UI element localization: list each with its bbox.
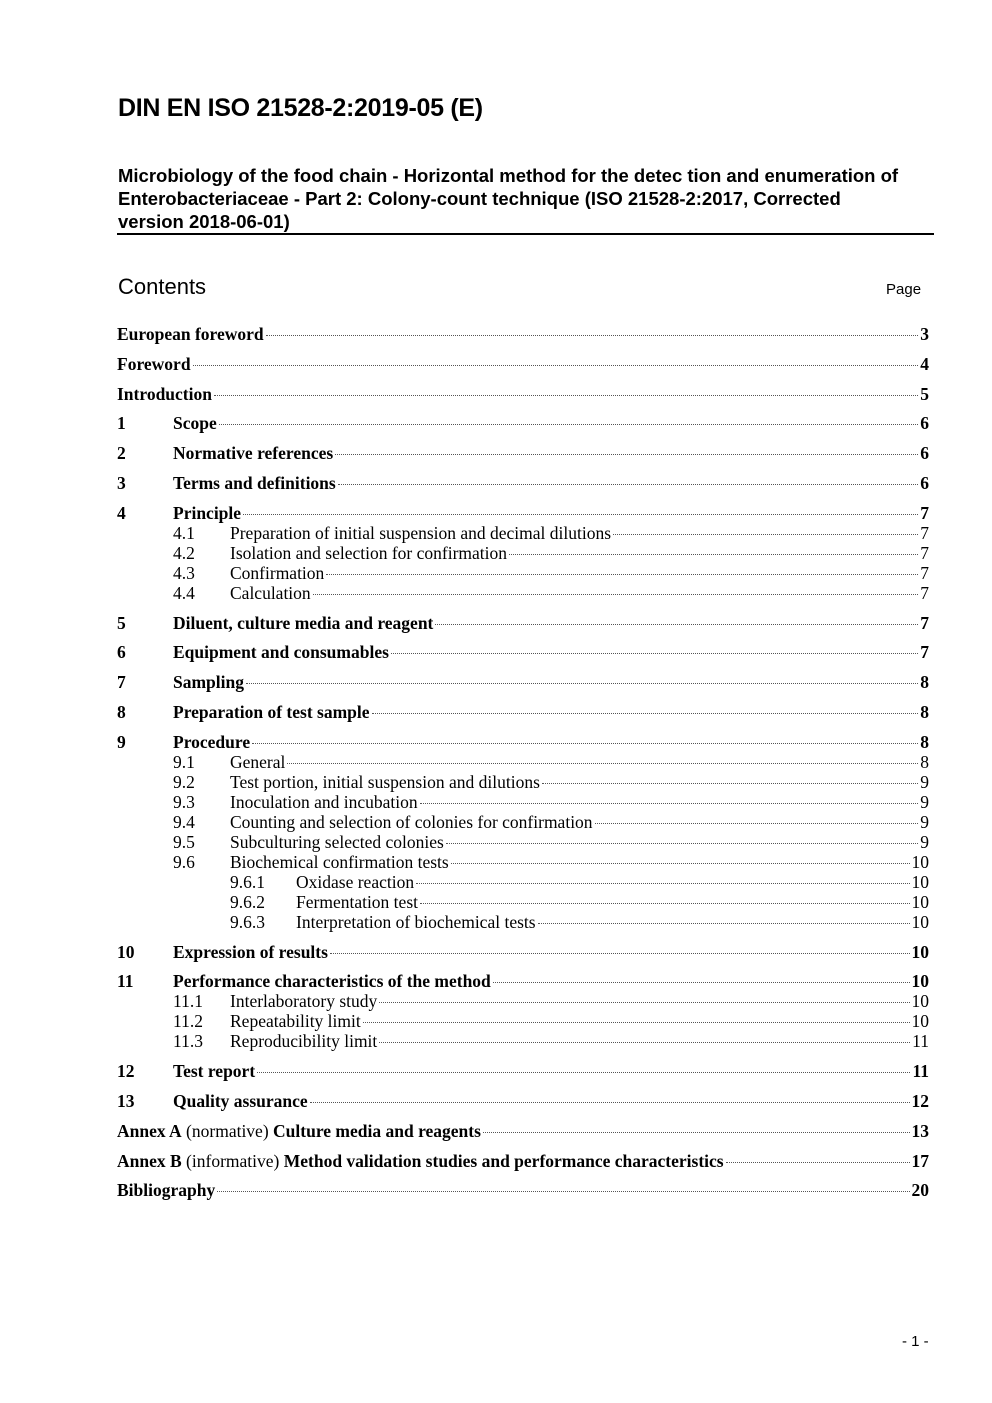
- toc-entry[interactable]: [117, 1011, 929, 1031]
- toc-entry-text: Normative references: [173, 443, 334, 464]
- toc-entry-number: 4: [117, 502, 126, 523]
- dot-leader: [338, 484, 919, 485]
- dot-leader: [595, 823, 919, 824]
- toc-entry-page: 7: [920, 612, 929, 633]
- toc-entry-text: Procedure: [173, 731, 251, 752]
- toc-entry-text: Biochemical confirmation tests: [230, 851, 449, 872]
- toc-entry[interactable]: [117, 1031, 929, 1051]
- toc-entry-title: [173, 732, 250, 752]
- toc-entry-number: 6: [117, 642, 126, 663]
- document-subtitle: Microbiology of the food chain - Horizontal method for the detec tion and enumeration of Enterobacteriaceae - Part 2: Colony-count technique (ISO 21528-2:2017, Corrected version 2018-06-01): [118, 165, 899, 232]
- toc-entry[interactable]: [117, 563, 929, 583]
- toc-entry-page: 6: [920, 443, 929, 464]
- toc-entry-number: 10: [117, 941, 135, 962]
- page-number: - 1 -: [902, 1333, 929, 1350]
- dot-leader: [435, 624, 918, 625]
- toc-entry-page: 7: [920, 582, 929, 603]
- toc-entry-page: 10: [911, 941, 929, 962]
- dot-leader: [451, 863, 910, 864]
- contents-heading: Contents: [118, 274, 207, 299]
- toc-entry-title: [296, 892, 418, 912]
- toc-entry-page: 13: [911, 1120, 929, 1141]
- dot-leader: [726, 1162, 910, 1163]
- toc-entry[interactable]: [117, 792, 929, 812]
- toc-entry[interactable]: [117, 1091, 929, 1111]
- dot-leader: [266, 335, 919, 336]
- toc-entry-number: 11.2: [173, 1011, 203, 1032]
- toc-entry-text: Culture media and reagents: [273, 1120, 481, 1141]
- toc-entry[interactable]: [117, 812, 929, 832]
- toc-entry-title: [173, 613, 433, 633]
- toc-entry-title: [230, 812, 593, 832]
- toc-entry-title: [173, 971, 491, 991]
- toc-entry-number: 8: [117, 701, 126, 722]
- toc-entry-text: Test portion, initial suspension and dilutions: [230, 771, 540, 792]
- toc-entry-text: Isolation and selection for confirmation: [230, 542, 508, 563]
- toc-entry[interactable]: [117, 1151, 929, 1171]
- toc-entry[interactable]: [117, 832, 929, 852]
- toc-entry-text: Terms and definitions: [173, 472, 336, 493]
- dot-leader: [252, 743, 918, 744]
- toc-entry-number: 9: [117, 731, 126, 752]
- toc-entry[interactable]: [117, 1121, 929, 1141]
- toc-entry-title: [173, 413, 217, 433]
- toc-entry-page: 9: [920, 811, 929, 832]
- toc-entry-title: [230, 752, 285, 772]
- toc-entry-text: Foreword: [117, 353, 191, 374]
- toc-entry-number: 12: [117, 1061, 135, 1082]
- toc-entry-title: [117, 324, 264, 344]
- dot-leader: [538, 923, 910, 924]
- toc-entry-number: 5: [117, 612, 126, 633]
- toc-entry-number: 13: [117, 1090, 135, 1111]
- toc-entry-page: 9: [920, 831, 929, 852]
- toc-entry-number: 9.5: [173, 831, 195, 852]
- toc-entry-text: Confirmation: [230, 562, 325, 583]
- toc-entry[interactable]: [117, 702, 929, 722]
- toc-entry-title: [230, 1011, 361, 1031]
- toc-entry-title: [296, 872, 414, 892]
- toc-entry[interactable]: [117, 443, 929, 463]
- page-column-label: Page: [886, 281, 922, 298]
- toc-entry-number: 2: [117, 443, 126, 464]
- dot-leader: [326, 574, 918, 575]
- dot-leader: [391, 653, 918, 654]
- dot-leader: [613, 534, 918, 535]
- toc-entry[interactable]: [117, 1061, 929, 1081]
- toc-entry-page: 6: [920, 413, 929, 434]
- toc-entry-title: [230, 583, 311, 603]
- annex-label: Annex B: [117, 1150, 182, 1171]
- dot-leader: [330, 953, 910, 954]
- toc-entry-title: [230, 772, 540, 792]
- toc-entry-title: [173, 1061, 255, 1081]
- toc-entry-page: 9: [920, 771, 929, 792]
- dot-leader: [219, 424, 919, 425]
- toc-entry[interactable]: [117, 384, 929, 404]
- dot-leader: [335, 454, 918, 455]
- toc-entry-page: 10: [911, 911, 929, 932]
- toc-entry-page: 8: [920, 751, 929, 772]
- toc-entry-text: Diluent, culture media and reagent: [173, 612, 434, 633]
- toc-entry[interactable]: [117, 872, 929, 892]
- toc-entry-number: 9.3: [173, 791, 195, 812]
- toc-entry-number: 4.3: [173, 562, 195, 583]
- annex-label: Annex A: [117, 1120, 182, 1141]
- toc-entry[interactable]: [117, 942, 929, 962]
- toc-entry[interactable]: [117, 503, 929, 523]
- toc-entry-title: [173, 942, 328, 962]
- toc-entry-page: 8: [920, 731, 929, 752]
- toc-entry-title: [230, 523, 611, 543]
- toc-entry-title: [230, 792, 418, 812]
- toc-entry-number: 9.2: [173, 771, 195, 792]
- toc-entry-title: [296, 912, 536, 932]
- toc-entry-text: Quality assurance: [173, 1090, 308, 1111]
- toc-entry-text: Counting and selection of colonies for confirmation: [230, 811, 593, 832]
- toc-entry-title: [117, 354, 191, 374]
- toc-entry-title: [173, 473, 336, 493]
- toc-entry-title: [173, 1091, 308, 1111]
- toc-entry-page: 17: [911, 1150, 929, 1171]
- toc-entry-page: 10: [911, 991, 929, 1012]
- toc-entry-number: 9.6.2: [230, 891, 265, 912]
- toc-entry-number: 9.4: [173, 811, 195, 832]
- dot-leader: [493, 982, 910, 983]
- toc-entry-text: Test report: [173, 1061, 256, 1082]
- toc-entry[interactable]: [117, 971, 929, 991]
- toc-entry-page: 11: [912, 1031, 929, 1052]
- toc-entry-page: 11: [912, 1061, 929, 1082]
- toc-entry-page: 20: [911, 1180, 929, 1201]
- toc-entry-number: 1: [117, 413, 126, 434]
- title-divider: [117, 233, 934, 235]
- toc-entry-page: 12: [911, 1090, 929, 1111]
- annex-qualifier: (normative): [181, 1120, 274, 1141]
- dot-leader: [257, 1072, 910, 1073]
- toc-entry-page: 10: [911, 851, 929, 872]
- toc-entry[interactable]: [117, 772, 929, 792]
- toc-entry-title: [117, 384, 212, 404]
- toc-entry-page: 7: [920, 502, 929, 523]
- dot-leader: [379, 1042, 910, 1043]
- toc-entry[interactable]: [117, 912, 929, 932]
- toc-entry[interactable]: [117, 642, 929, 662]
- toc-entry-number: 7: [117, 672, 126, 693]
- toc-entry-title: [230, 543, 507, 563]
- toc-entry-number: 4.4: [173, 582, 195, 603]
- toc-entry-page: 10: [911, 891, 929, 912]
- toc-entry-text: Principle: [173, 502, 242, 523]
- toc-entry-number: 9.6.1: [230, 871, 265, 892]
- toc-entry-number: 9.1: [173, 751, 195, 772]
- toc-entry-text: Equipment and consumables: [173, 642, 389, 663]
- toc-entry-text: Method validation studies and performance characteristics: [283, 1150, 724, 1171]
- toc-entry-page: 7: [920, 522, 929, 543]
- toc-entry-number: 11: [117, 971, 134, 992]
- dot-leader: [446, 843, 918, 844]
- toc-entry-page: 9: [920, 791, 929, 812]
- toc-entry-text: Interlaboratory study: [230, 991, 378, 1012]
- toc-entry-page: 10: [911, 1011, 929, 1032]
- toc-entry-page: 7: [920, 542, 929, 563]
- toc-entry-text: Inoculation and incubation: [230, 791, 418, 812]
- dot-leader: [287, 763, 918, 764]
- toc-entry[interactable]: [117, 354, 929, 374]
- toc-entry-number: 4.1: [173, 522, 195, 543]
- dot-leader: [310, 1102, 910, 1103]
- toc-entry-text: European foreword: [117, 324, 264, 344]
- document-title: DIN EN ISO 21528-2:2019-05 (E): [118, 94, 483, 122]
- toc-entry-number: 3: [117, 472, 126, 493]
- toc-entry-title: [230, 832, 444, 852]
- toc-entry-title: [117, 1121, 481, 1141]
- toc-entry-page: 8: [920, 701, 929, 722]
- dot-leader: [246, 683, 918, 684]
- toc-entry-text: Interpretation of biochemical tests: [296, 911, 536, 932]
- toc-entry-number: 11.3: [173, 1031, 203, 1052]
- table-of-contents: [117, 324, 929, 1200]
- toc-entry-page: 3: [920, 324, 929, 344]
- toc-entry-text: Fermentation test: [296, 891, 418, 912]
- dot-leader: [420, 803, 919, 804]
- toc-entry-page: 5: [920, 383, 929, 404]
- toc-entry[interactable]: [117, 543, 929, 563]
- toc-entry[interactable]: [117, 892, 929, 912]
- toc-entry-page: 6: [920, 472, 929, 493]
- dot-leader: [243, 514, 918, 515]
- annex-qualifier: (informative): [181, 1150, 284, 1171]
- toc-entry-title: [230, 991, 377, 1011]
- toc-entry-page: 7: [920, 642, 929, 663]
- toc-entry-title: [230, 563, 324, 583]
- dot-leader: [542, 783, 918, 784]
- dot-leader: [372, 713, 919, 714]
- toc-entry-text: Sampling: [173, 672, 244, 693]
- toc-entry-title: [230, 1031, 377, 1051]
- toc-entry[interactable]: [117, 523, 929, 543]
- toc-entry[interactable]: [117, 732, 929, 752]
- toc-entry-text: Expression of results: [173, 941, 328, 962]
- dot-leader: [483, 1132, 910, 1133]
- toc-entry-text: Preparation of initial suspension and decimal dilutions: [230, 522, 612, 543]
- toc-entry-number: 11.1: [173, 991, 203, 1012]
- toc-entry[interactable]: [117, 583, 929, 603]
- toc-entry-title: [173, 702, 370, 722]
- toc-entry[interactable]: [117, 672, 929, 692]
- toc-entry-title: [173, 672, 244, 692]
- toc-entry-page: 7: [920, 562, 929, 583]
- toc-entry[interactable]: [117, 473, 929, 493]
- toc-entry-text: Scope: [173, 413, 217, 434]
- dot-leader: [217, 1191, 909, 1192]
- toc-entry-title: [173, 642, 389, 662]
- toc-entry-text: Introduction: [117, 383, 212, 404]
- dot-leader: [379, 1002, 909, 1003]
- toc-entry-text: Repeatability limit: [230, 1011, 361, 1032]
- toc-entry-number: 9.6.3: [230, 911, 265, 932]
- toc-entry-number: 9.6: [173, 851, 195, 872]
- toc-entry[interactable]: [117, 752, 929, 772]
- toc-entry-page: 10: [911, 871, 929, 892]
- toc-entry-title: [173, 503, 241, 523]
- dot-leader: [363, 1022, 910, 1023]
- dot-leader: [420, 903, 910, 904]
- toc-entry-text: General: [230, 751, 286, 772]
- toc-entry-page: 4: [920, 353, 929, 374]
- toc-entry-title: [173, 443, 333, 463]
- toc-entry-text: Subculturing selected colonies: [230, 831, 444, 852]
- toc-entry-text: Preparation of test sample: [173, 701, 370, 722]
- toc-entry-text: Reproducibility limit: [230, 1031, 378, 1052]
- toc-entry-text: Calculation: [230, 582, 311, 603]
- dot-leader: [509, 554, 918, 555]
- toc-entry-page: 10: [911, 971, 929, 992]
- toc-entry[interactable]: [117, 413, 929, 433]
- toc-entry[interactable]: [117, 324, 929, 344]
- toc-entry-title: [230, 852, 449, 872]
- dot-leader: [214, 395, 918, 396]
- dot-leader: [193, 365, 919, 366]
- toc-entry[interactable]: [117, 852, 929, 872]
- dot-leader: [313, 594, 919, 595]
- toc-entry-page: 8: [920, 672, 929, 693]
- toc-entry[interactable]: [117, 991, 929, 1011]
- toc-entry-text: Bibliography: [117, 1180, 216, 1201]
- toc-entry-text: Performance characteristics of the method: [173, 971, 491, 992]
- dot-leader: [416, 883, 909, 884]
- toc-entry-number: 4.2: [173, 542, 195, 563]
- toc-entry-text: Oxidase reaction: [296, 871, 415, 892]
- toc-entry-title: [117, 1180, 215, 1200]
- toc-entry[interactable]: [117, 1180, 929, 1200]
- toc-entry[interactable]: [117, 613, 929, 633]
- toc-entry-title: [117, 1151, 724, 1171]
